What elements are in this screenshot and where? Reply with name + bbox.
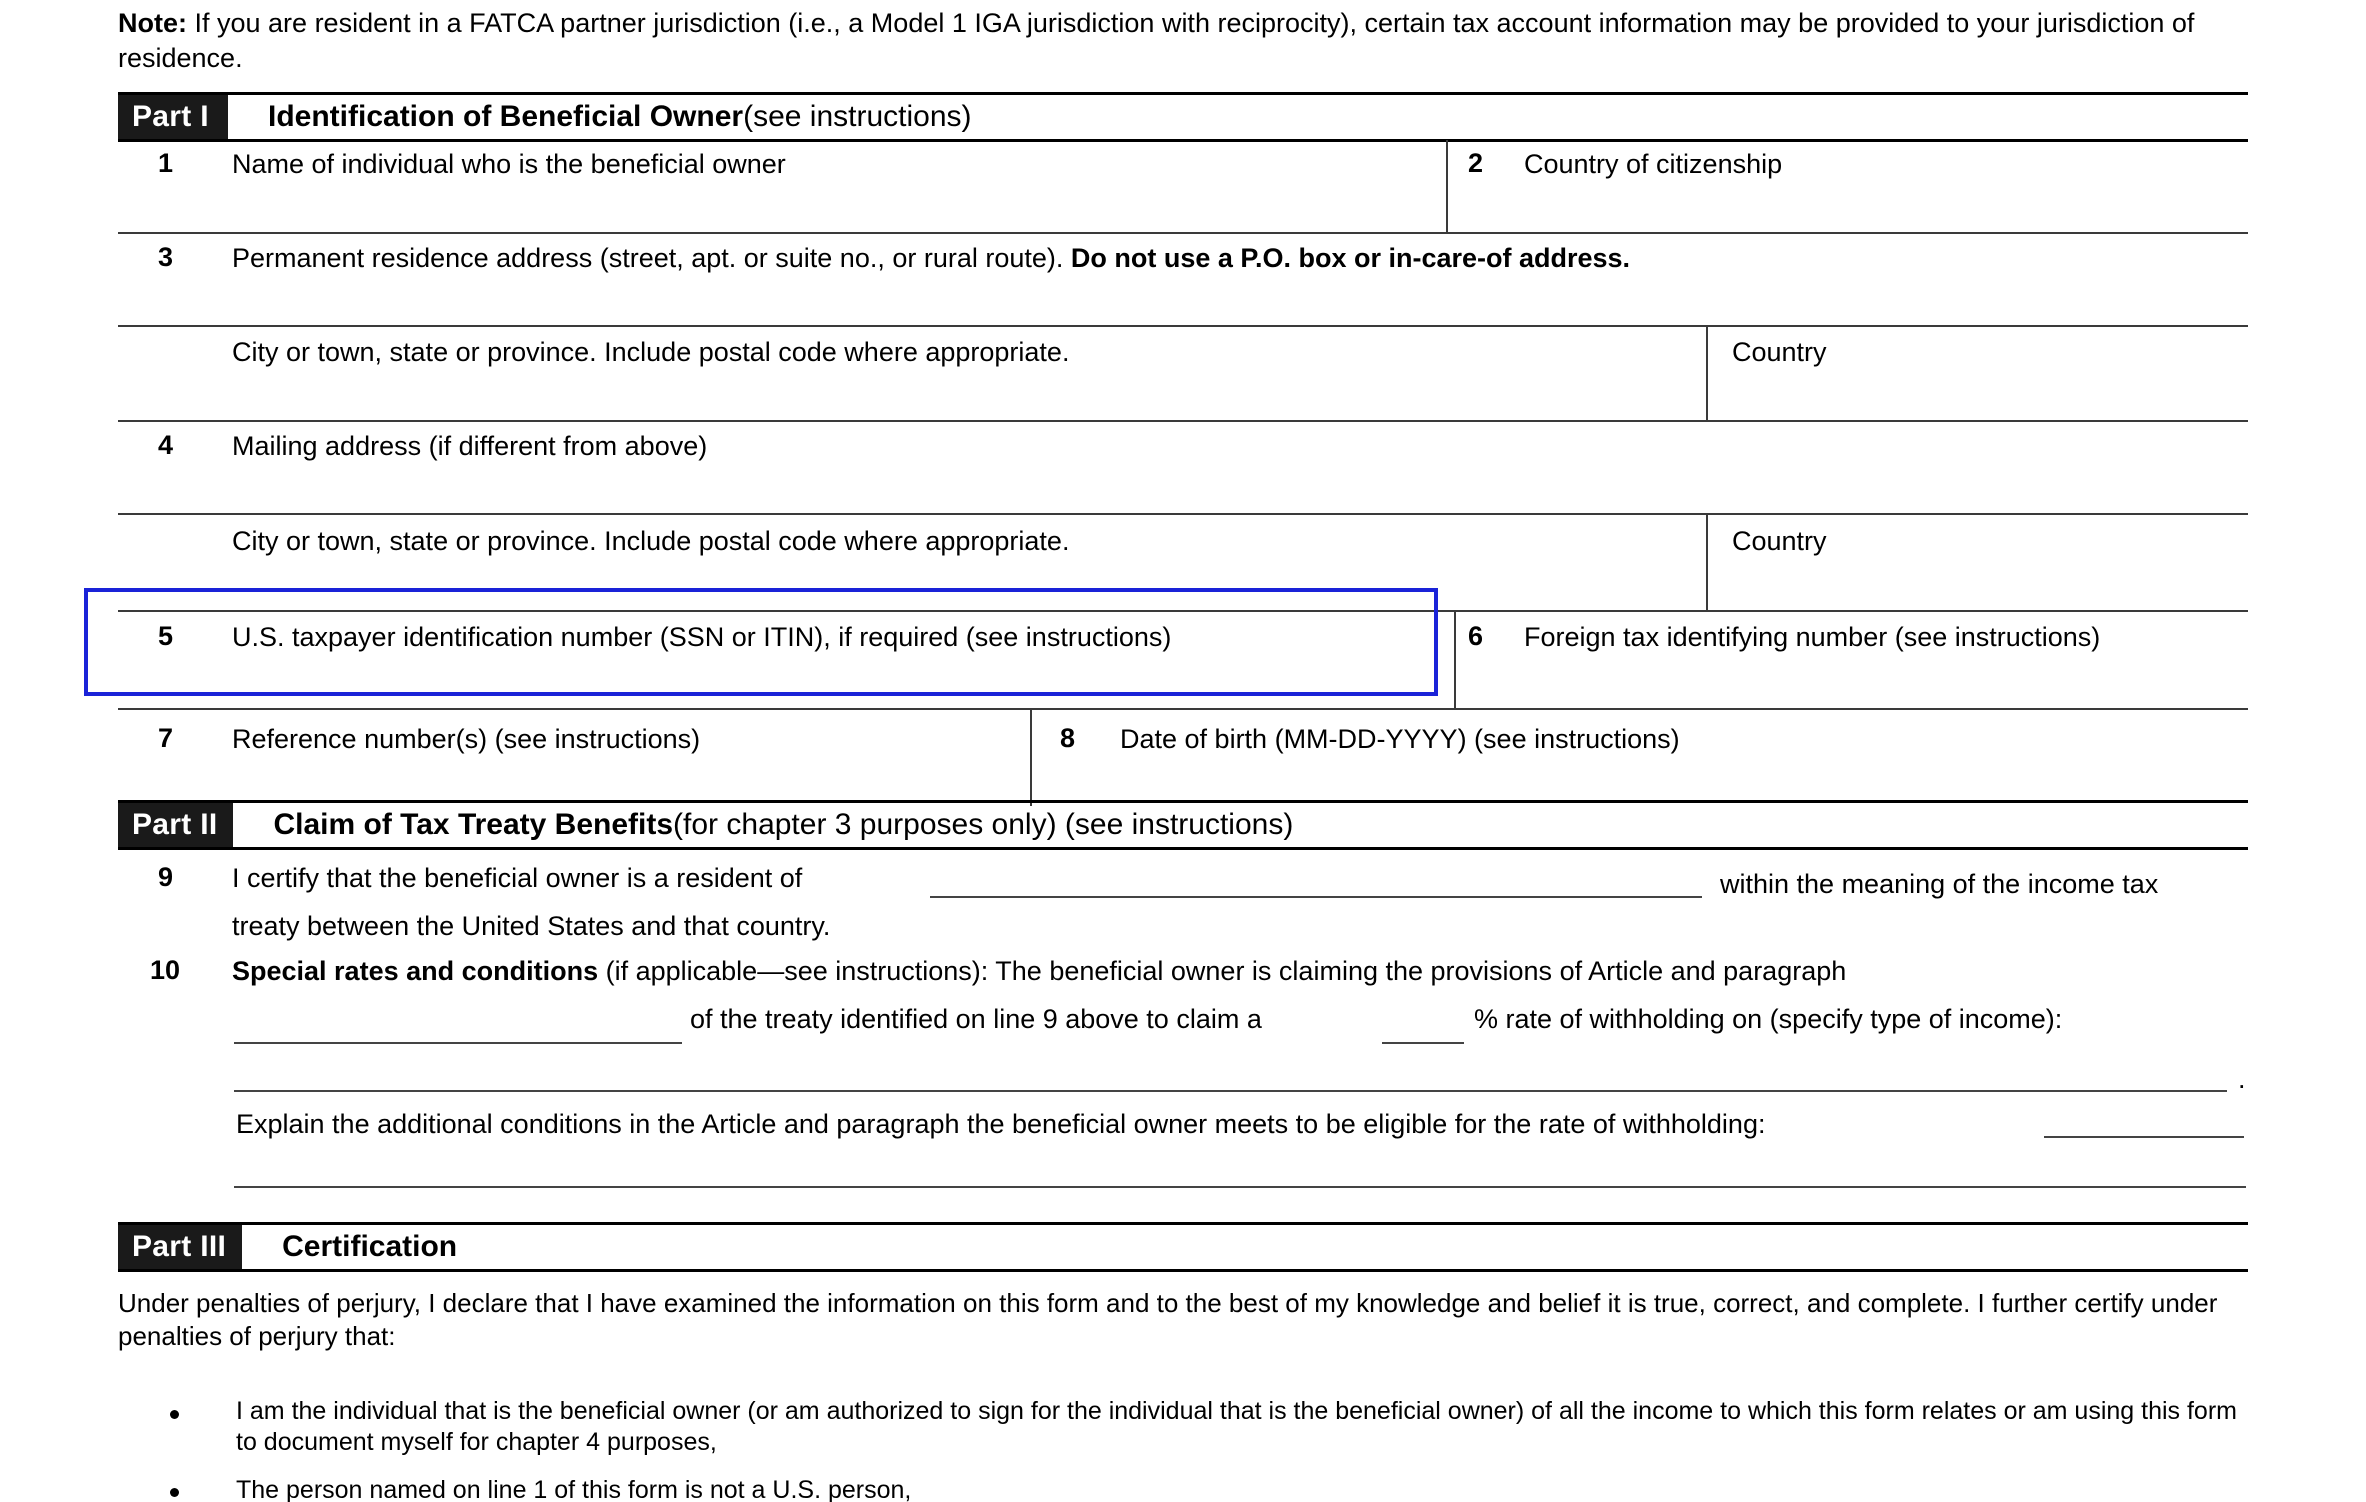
line-9-text-b: within the meaning of the income tax — [1720, 869, 2159, 899]
line-5-6-divider — [1454, 610, 1456, 708]
line-10-income-underline — [234, 1090, 2227, 1092]
part-1-header — [118, 92, 2248, 142]
rule-after-line-3-city — [118, 420, 2248, 422]
line-3-city-label: City or town, state or province. Include postal code where appropriate. — [232, 337, 1070, 367]
rule-after-line-3 — [118, 325, 2248, 327]
line-10-explain-label: Explain the additional conditions in the Article and paragraph the beneficial owner meets to be eligible for the rate of withholding: — [236, 1109, 1766, 1139]
line-10-explain-underline-2 — [234, 1186, 2246, 1188]
line-4-city-input[interactable] — [232, 562, 1632, 602]
line-6-label: Foreign tax identifying number (see instructions) — [1524, 622, 2101, 652]
certification-bullet-2: The person named on line 1 of this form is not a U.S. person, — [236, 1476, 912, 1502]
line-10-text-a — [232, 955, 1846, 988]
line-2-number: 2 — [1468, 148, 1484, 178]
part-3-tag: Part III — [118, 1225, 242, 1269]
line-1-label: Name of individual who is the beneficial owner — [232, 149, 786, 179]
line-2-input[interactable] — [1524, 185, 2224, 233]
rule-after-line-1 — [118, 232, 2248, 234]
line-4-input[interactable] — [232, 468, 2132, 508]
part-1-title — [228, 95, 972, 139]
line-10-rate-underline — [1382, 1042, 1464, 1044]
line-3-label-bold: Do not use a P.O. box or in-care-of address. — [1070, 243, 1631, 273]
line-9-text-c: treaty between the United States and that country. — [232, 911, 831, 941]
line-9-text-a: I certify that the beneficial owner is a resident of — [232, 863, 803, 893]
note-text: If you are resident in a FATCA partner jurisdiction (i.e., a Model 1 IGA jurisdiction with reciprocity), certain tax account information may be provided to your jurisdiction of residence. — [118, 8, 2195, 73]
line-10-text-bold: Special rates and conditions — [232, 956, 599, 986]
line-10-article-underline — [234, 1042, 682, 1044]
line-3-country-divider — [1706, 325, 1708, 421]
note-label: Note: — [118, 8, 187, 38]
line-5-label: U.S. taxpayer identification number (SSN or ITIN), if required (see instructions) — [232, 622, 1172, 652]
certification-bullet-1: I am the individual that is the beneficial owner (or am authorized to sign for the individual that is the beneficial owner) of all the income to which this form relates or am using this form to document myself for chapter 4 purposes, — [236, 1397, 2237, 1456]
line-7-label: Reference number(s) (see instructions) — [232, 724, 701, 754]
line-10-explain-input-2[interactable] — [240, 1152, 2230, 1186]
line-10-period: . — [2238, 1064, 2246, 1094]
line-3-input[interactable] — [232, 280, 2132, 320]
line-8-number: 8 — [1060, 723, 1076, 753]
fatca-note — [118, 6, 2248, 76]
line-10-text-b: of the treaty identified on line 9 above to claim a — [690, 1004, 1262, 1034]
line-1-2-divider — [1446, 140, 1448, 232]
rule-after-line-4 — [118, 513, 2248, 515]
line-3-label — [232, 242, 1630, 275]
line-2-label: Country of citizenship — [1524, 149, 1783, 179]
bullet-marker-1 — [170, 1410, 179, 1419]
rule-after-line-5 — [118, 708, 2248, 710]
line-10-rate-input[interactable] — [1388, 1002, 1458, 1036]
line-6-input[interactable] — [1524, 658, 2224, 694]
part-3-header — [118, 1222, 2248, 1272]
line-5-number: 5 — [158, 621, 174, 651]
line-10-explain-underline-1 — [2044, 1136, 2244, 1138]
line-7-8-divider — [1030, 708, 1032, 806]
line-1-input[interactable] — [232, 185, 1402, 233]
bullet-marker-2 — [170, 1488, 179, 1497]
line-10-text-a-rest: (if applicable—see instructions): The beneficial owner is claiming the provisions of Article and paragraph — [598, 956, 1847, 986]
part-2-tag: Part II — [118, 803, 233, 847]
certification-intro: Under penalties of perjury, I declare that I have examined the information on this form and to the best of my knowledge and belief it is true, correct, and complete. I further certify under penalties of perjury that: — [118, 1288, 2218, 1351]
part-2-title — [233, 803, 1293, 847]
line-9-number: 9 — [158, 862, 174, 892]
line-10-text-c: % rate of withholding on (specify type of income): — [1474, 1004, 2063, 1034]
part-2-title-normal: (for chapter 3 purposes only) (see instructions) — [673, 808, 1294, 841]
part-3-title-strong: Certification — [282, 1230, 458, 1263]
rule-after-line-4-city — [118, 610, 2248, 612]
line-9-country-underline — [930, 896, 1702, 898]
part-3-title — [242, 1225, 457, 1269]
line-8-input[interactable] — [1120, 760, 2120, 796]
line-6-number: 6 — [1468, 621, 1484, 651]
line-9-country-input[interactable] — [940, 860, 1700, 894]
line-3-city-input[interactable] — [232, 372, 1632, 412]
line-4-country-label: Country — [1732, 526, 1827, 556]
line-10-article-input[interactable] — [240, 1002, 670, 1036]
line-3-country-input[interactable] — [1732, 372, 2182, 412]
line-4-country-input[interactable] — [1732, 562, 2182, 602]
line-4-number: 4 — [158, 430, 174, 460]
line-4-country-divider — [1706, 513, 1708, 611]
part-1-title-strong: Identification of Beneficial Owner — [268, 100, 744, 133]
line-3-country-label: Country — [1732, 337, 1827, 367]
part-2-title-strong: Claim of Tax Treaty Benefits — [273, 808, 674, 841]
part-1-title-normal: (see instructions) — [743, 100, 972, 133]
line-4-city-label: City or town, state or province. Include postal code where appropriate. — [232, 526, 1070, 556]
part-1-tag: Part I — [118, 95, 228, 139]
line-10-number: 10 — [150, 955, 181, 985]
line-7-number: 7 — [158, 723, 174, 753]
line-1-number: 1 — [158, 148, 174, 178]
part-2-header — [118, 800, 2248, 850]
line-4-label: Mailing address (if different from above) — [232, 431, 708, 461]
line-3-label-plain: Permanent residence address (street, apt. or suite no., or rural route). — [232, 243, 1071, 273]
line-5-input[interactable] — [232, 658, 1382, 694]
line-3-number: 3 — [158, 242, 174, 272]
line-8-label: Date of birth (MM-DD-YYYY) (see instructions) — [1120, 724, 1680, 754]
line-7-input[interactable] — [232, 760, 972, 796]
line-10-income-input[interactable] — [240, 1056, 2210, 1090]
